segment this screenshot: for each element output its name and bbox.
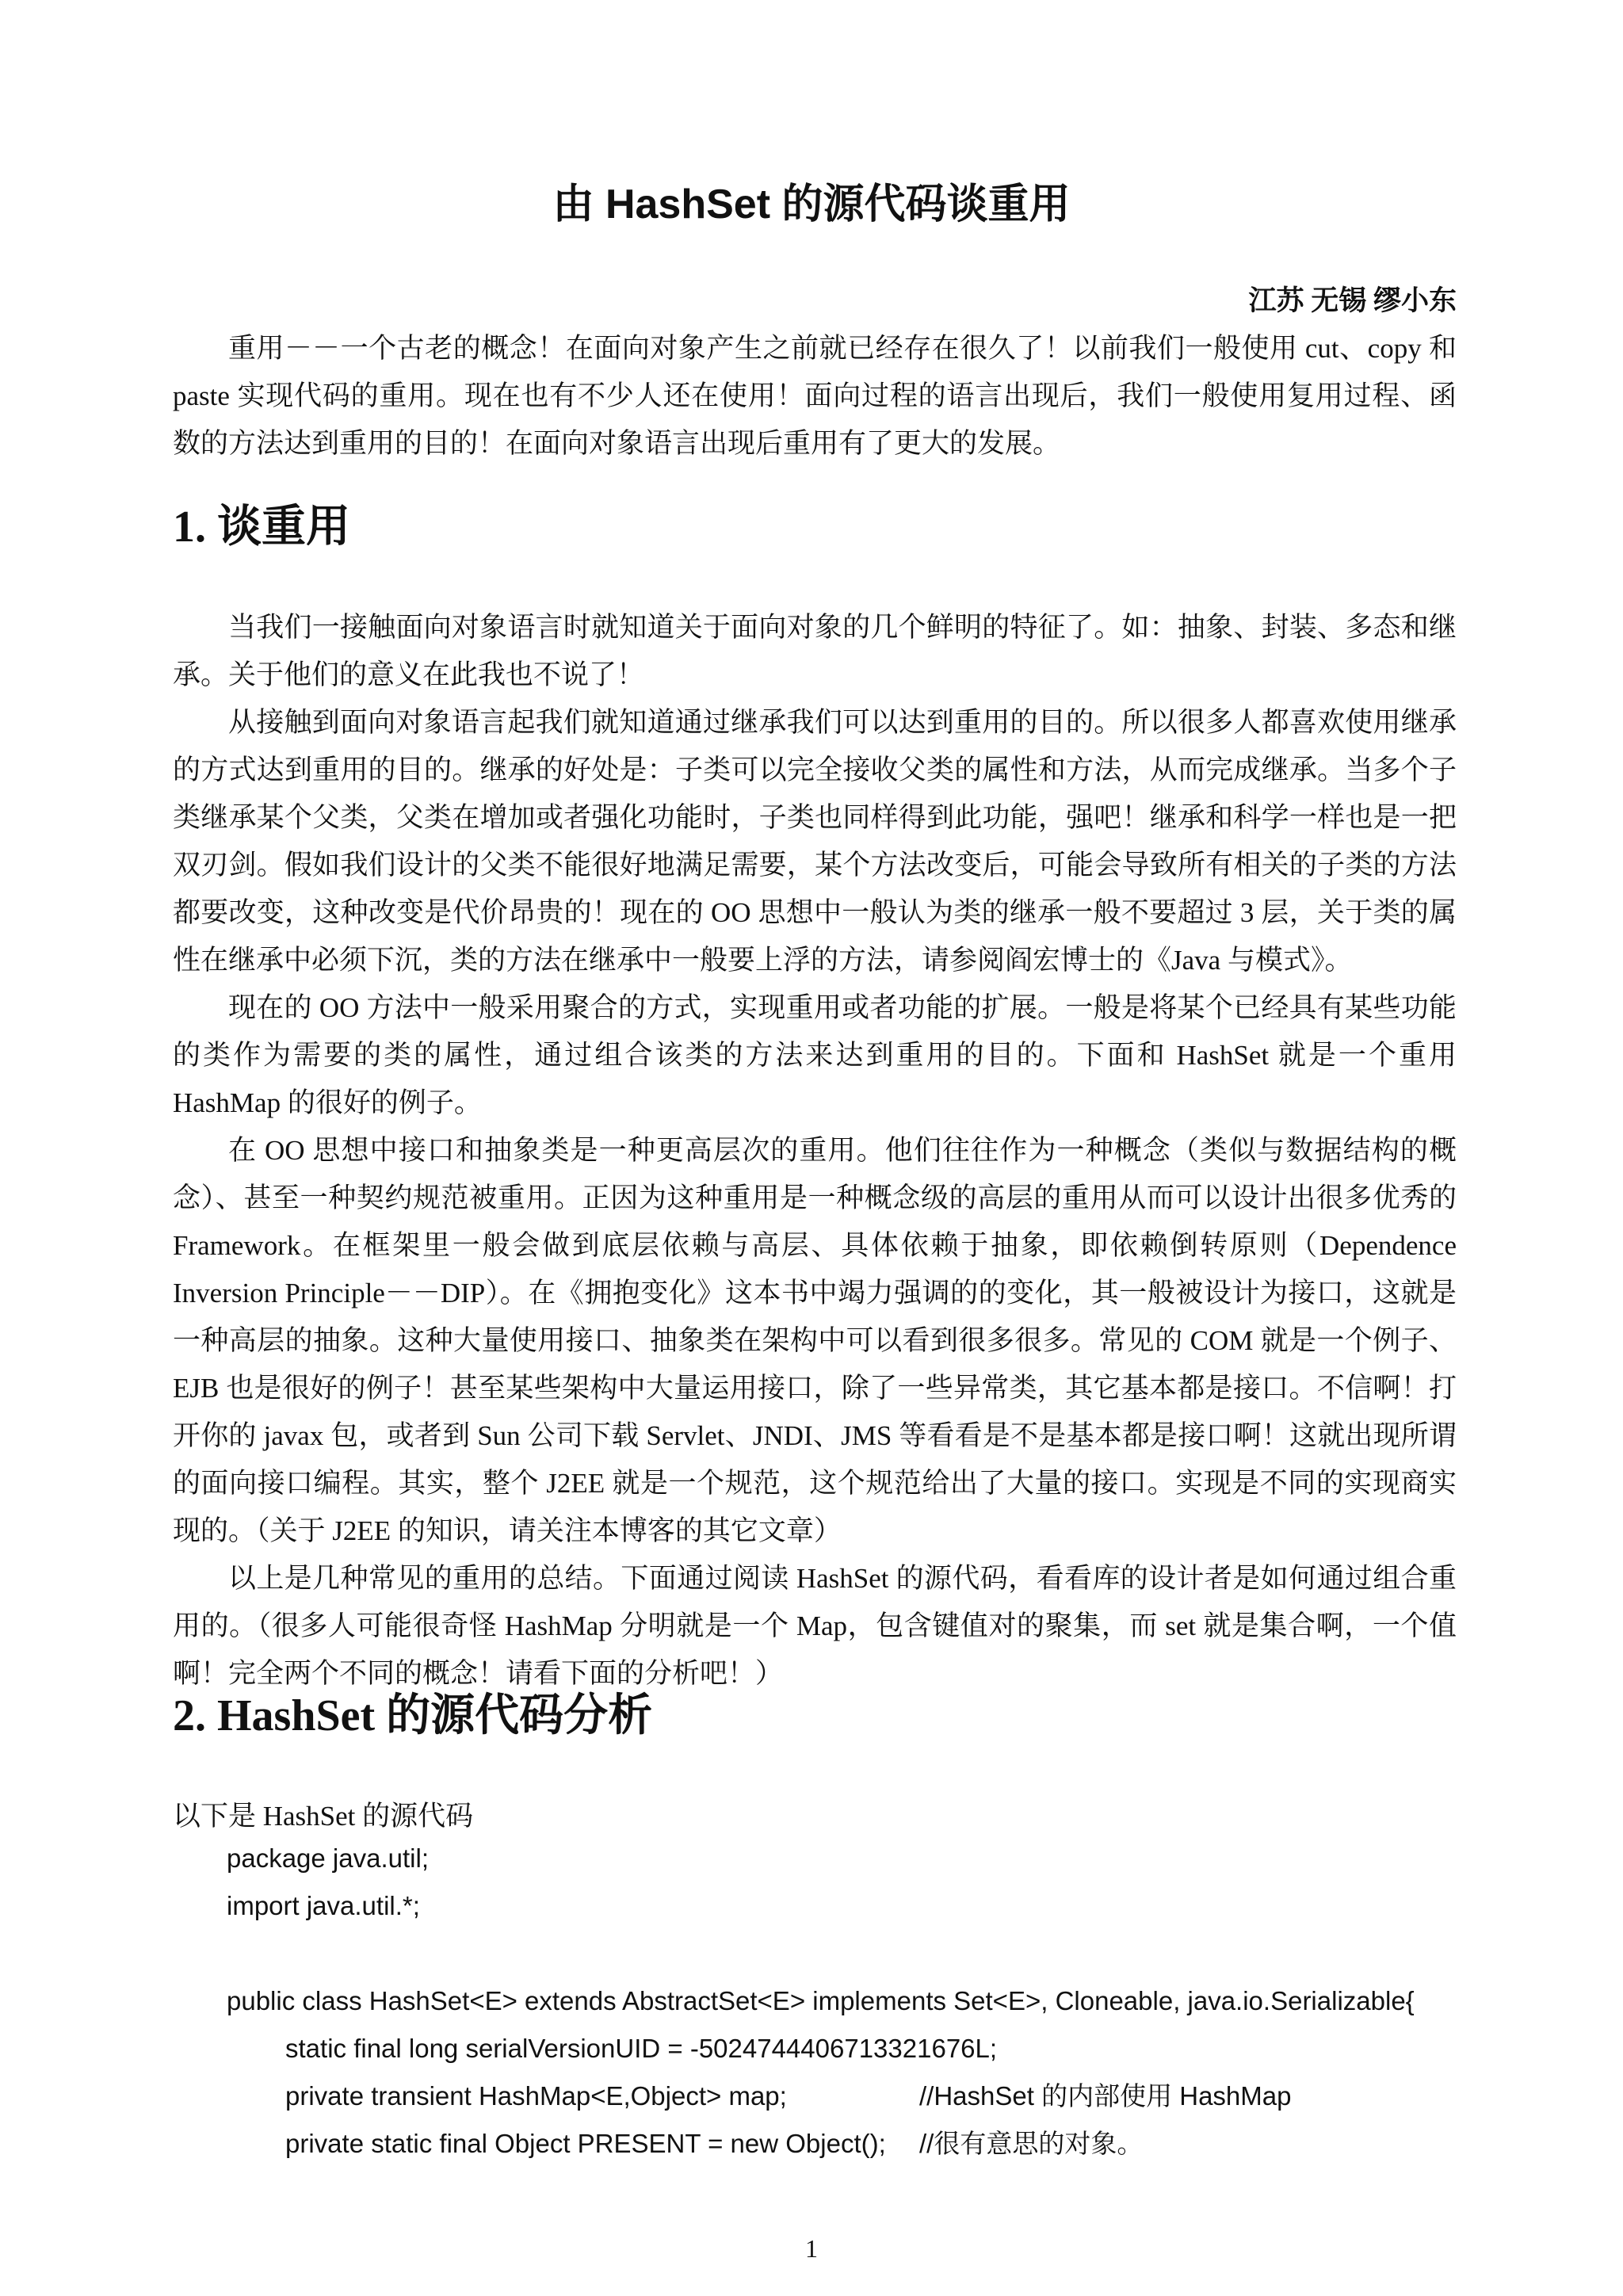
- section-1-paragraph: 当我们一接触面向对象语言时就知道关于面向对象的几个鲜明的特征了。如：抽象、封装、多态和继承。关于他们的意义在此我也不说了！: [173, 612, 1457, 690]
- section-2-heading: 2. HashSet 的源代码分析: [173, 1691, 653, 1740]
- section-1-body: [173, 604, 1457, 1698]
- code-class-declaration: public class HashSet<E> extends AbstractSet<E> implements Set<E>, Cloneable, java.io.Serializable{: [227, 1986, 1415, 2015]
- author-byline: 江苏 无锡 缪小东: [1248, 285, 1457, 316]
- code-import-line: import java.util.*;: [227, 1891, 420, 1920]
- section-1-heading: 1. 谈重用: [173, 502, 350, 552]
- code-intro-line: 以下是 HashSet 的源代码: [173, 1801, 474, 1832]
- code-map-field-line: private transient HashMap<E,Object> map;: [285, 2081, 787, 2111]
- section-1-paragraph: 在 OO 思想中接口和抽象类是一种更高层次的重用。他们往往作为一种概念（类似与数据结构的概念）、甚至一种契约规范被重用。正因为这种重用是一种概念级的高层的重用从而可以设计出很多优秀的 Framework。在框架里一般会做到底层依赖与高层、具体依赖于抽象，即依赖倒转原则（Dependence Inversion Principle－－DIP）。在《拥抱变化》这本书中竭力强调的的变化，其一般被设计为接口，这就是一种高层的抽象。这种大量使用接口、抽象类在架构中可以看到很多很多。常见的 COM 就是一个例子、EJB 也是很好的例子！甚至某些架构中大量运用接口，除了一些异常类，其它基本都是接口。不信啊！打开你的 javax 包，或者到 Sun 公司下载 Servlet、JNDI、JMS 等看看是不是基本都是接口啊！这就出现所谓的面向接口编程。其实，整个 J2EE 就是一个规范，这个规范给出了大量的接口。实现是不同的实现商实现的。（关于 J2EE 的知识，请关注本博客的其它文章）: [173, 1135, 1457, 1546]
- code-present-field-line: private static final Object PRESENT = new Object();: [285, 2129, 886, 2158]
- section-1-paragraph: 现在的 OO 方法中一般采用聚合的方式，实现重用或者功能的扩展。一般是将某个已经具有某些功能的类作为需要的类的属性，通过组合该类的方法来达到重用的目的。下面和 HashSet 就是一个重用 HashMap 的很好的例子。: [173, 992, 1457, 1118]
- code-present-comment: //很有意思的对象。: [919, 2129, 1144, 2158]
- section-1-paragraph: 以上是几种常见的重用的总结。下面通过阅读 HashSet 的源代码，看看库的设计者是如何通过组合重用的。（很多人可能很奇怪 HashMap 分明就是一个 Map，包含键值对的聚集，而 set 就是集合啊，一个值啊！完全两个不同的概念！请看下面的分析吧！）: [173, 1563, 1457, 1689]
- page-number: 1: [805, 2234, 818, 2263]
- intro-block: [173, 325, 1457, 468]
- section-1-paragraph: 从接触到面向对象语言起我们就知道通过继承我们可以达到重用的目的。所以很多人都喜欢使用继承的方式达到重用的目的。继承的好处是：子类可以完全接收父类的属性和方法，从而完成继承。当多个子类继承某个父类，父类在增加或者强化功能时，子类也同样得到此功能，强吧！继承和科学一样也是一把双刃剑。假如我们设计的父类不能很好地满足需要，某个方法改变后，可能会导致所有相关的子类的方法都要改变，这种改变是代价昂贵的！现在的 OO 思想中一般认为类的继承一般不要超过 3 层，关于类的属性在继承中必须下沉，类的方法在继承中一般要上浮的方法，请参阅阎宏博士的《Java 与模式》。: [173, 707, 1457, 976]
- intro-paragraph: 重用－－一个古老的概念！在面向对象产生之前就已经存在很久了！以前我们一般使用 cut、copy 和 paste 实现代码的重用。现在也有不少人还在使用！面向过程的语言出现后，我们一般使用复用过程、函数的方法达到重用的目的！在面向对象语言出现后重用有了更大的发展。: [173, 333, 1457, 459]
- document-title: 由 HashSet 的源代码谈重用: [552, 181, 1071, 227]
- code-package-line: package java.util;: [227, 1843, 429, 1873]
- code-map-comment: //HashSet 的内部使用 HashMap: [919, 2081, 1292, 2111]
- code-serial-line: static final long serialVersionUID = -5024744406713321676L;: [285, 2034, 998, 2063]
